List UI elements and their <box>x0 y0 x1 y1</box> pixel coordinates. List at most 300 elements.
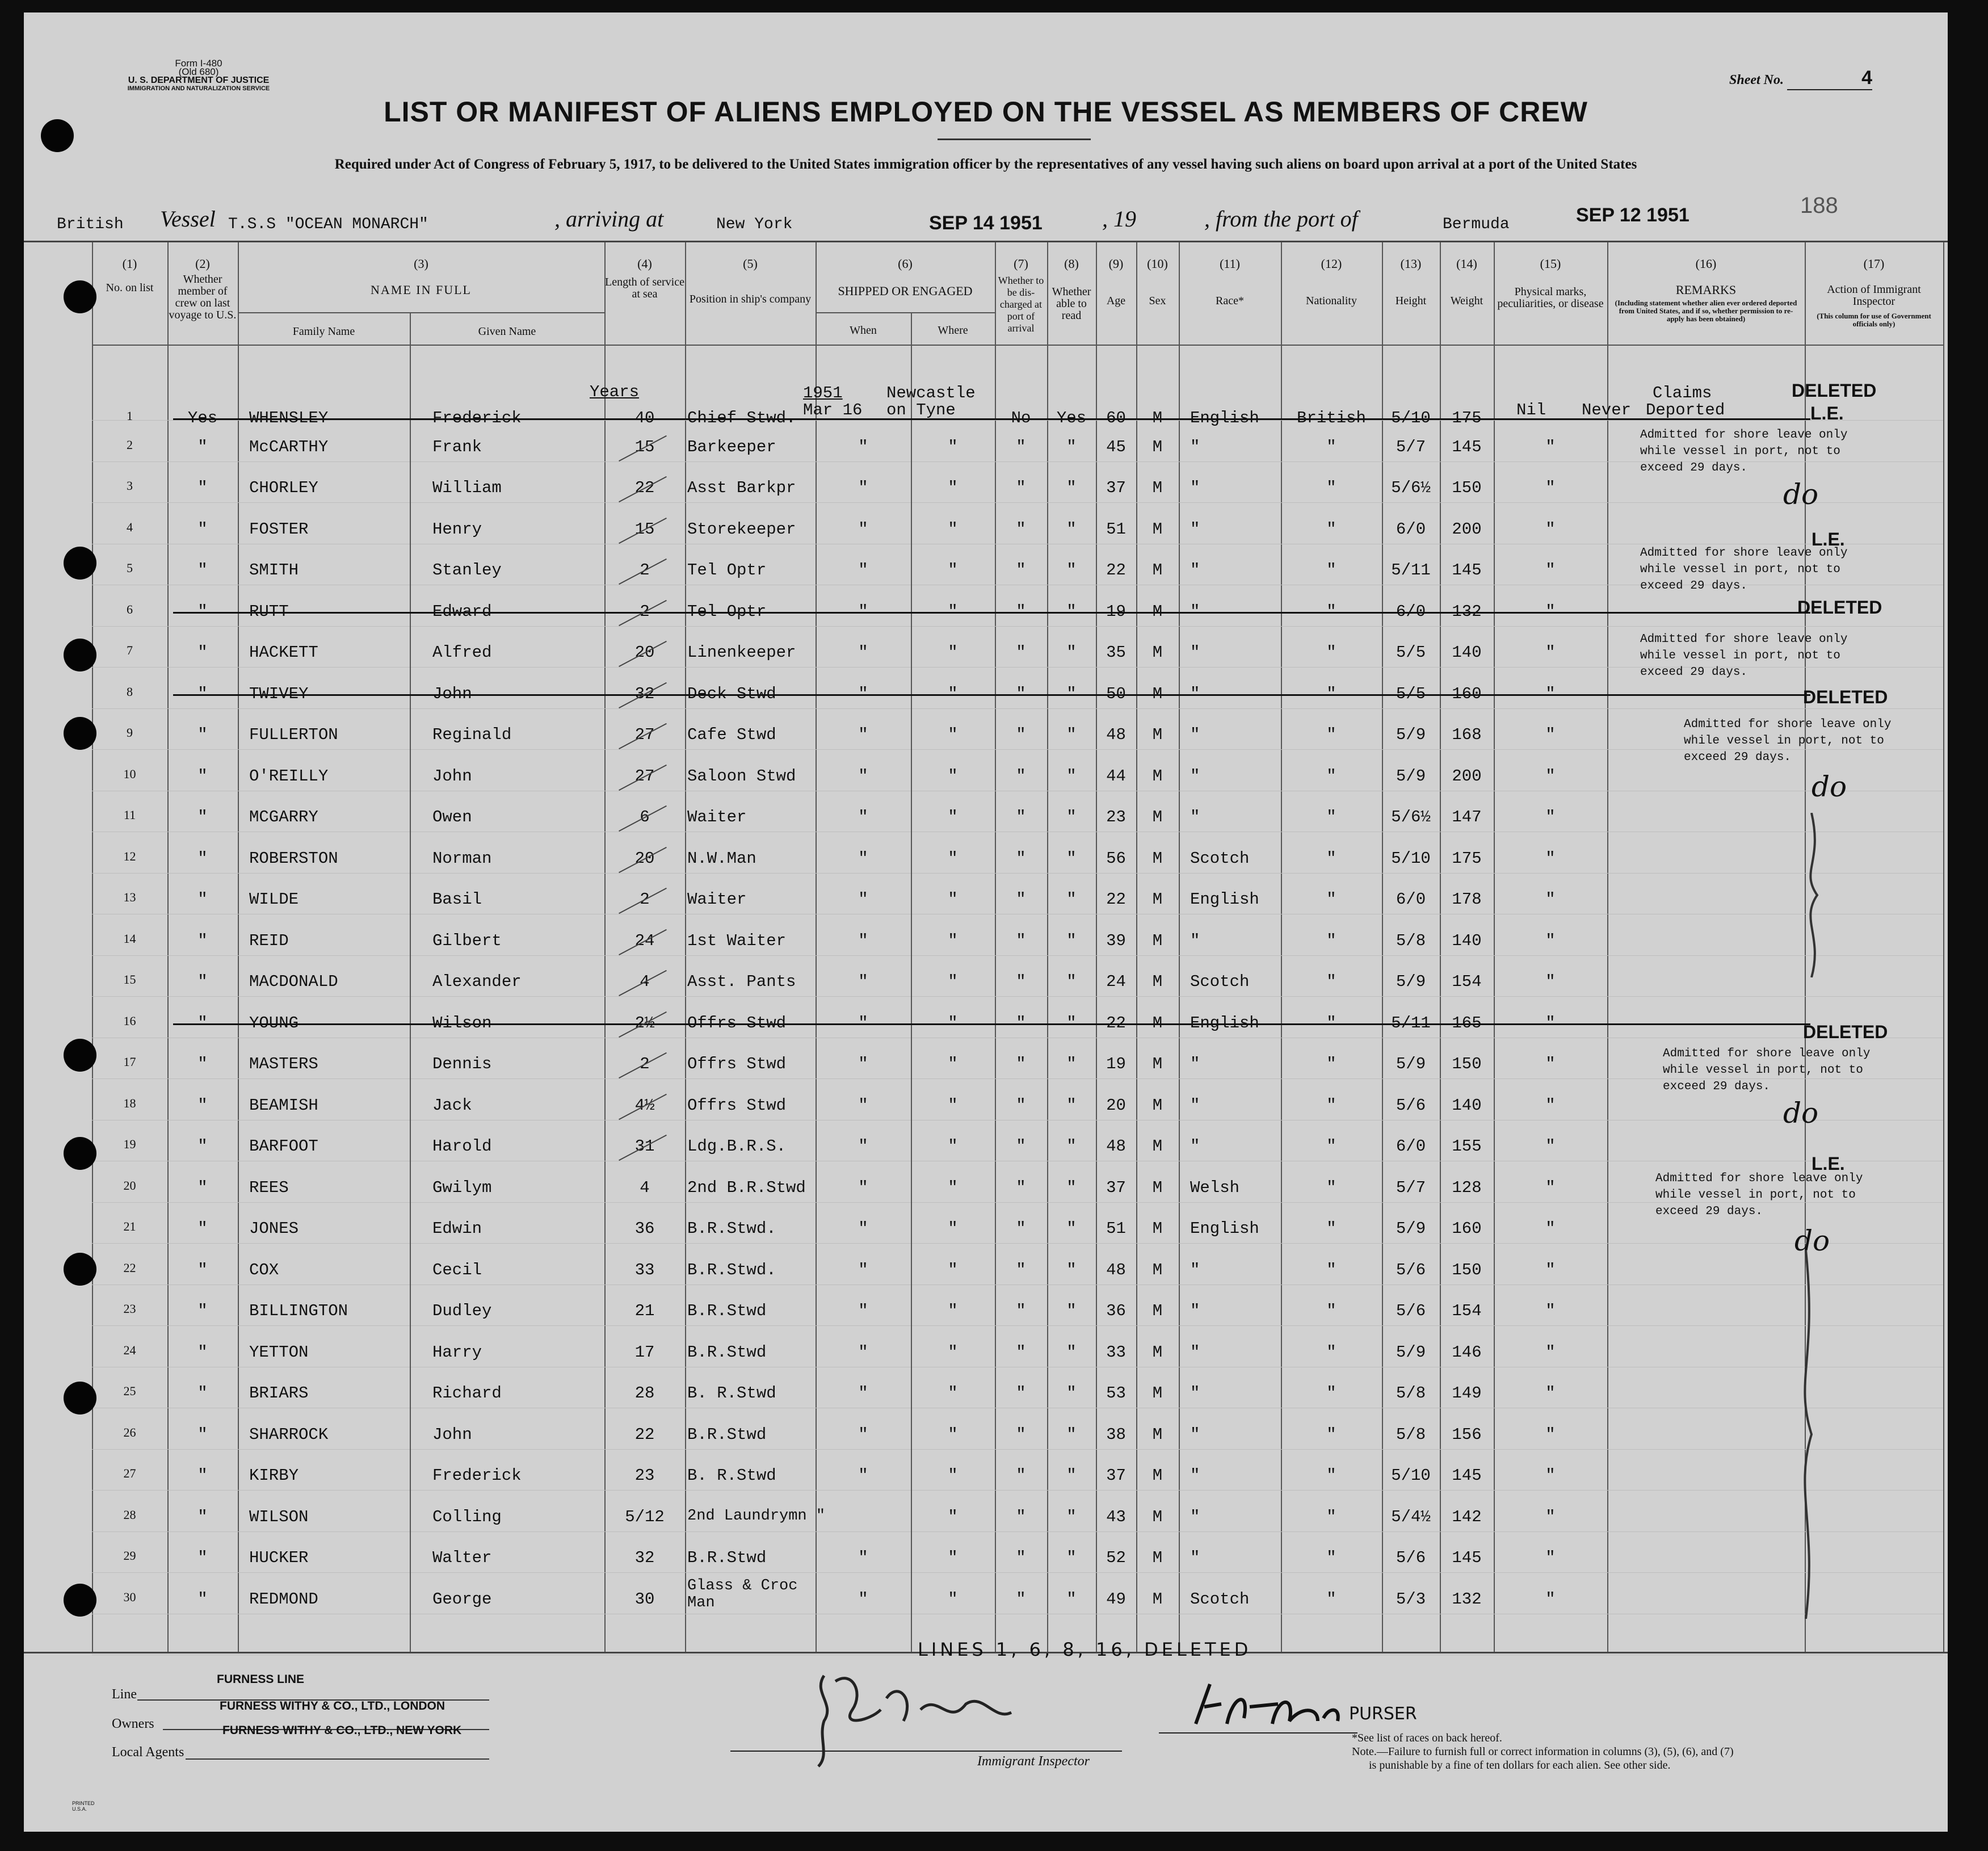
physical-marks: " <box>1545 1548 1556 1567</box>
header-sex: Sex <box>1149 295 1166 307</box>
given-name: Edwin <box>432 1219 482 1238</box>
arrival-date-stamp: SEP 14 1951 <box>929 212 1043 234</box>
engaged-year: 1951 <box>803 384 843 402</box>
weight: 147 <box>1452 808 1482 826</box>
footer-note: *See list of races on back hereof. Note.—Failure to furnish full or correct information in columns (3), (5), (6), and (7) is punishable by a fine of ten dollars for each alien. See other side. <box>1352 1732 1734 1772</box>
column-divider <box>1607 242 1608 1652</box>
able-to-read: " <box>1066 1384 1077 1403</box>
family-name: REID <box>249 931 289 950</box>
engaged-when: " <box>858 808 868 826</box>
engaged-when: " <box>858 643 868 662</box>
physical-marks: " <box>1545 931 1556 950</box>
engaged-where: " <box>948 1589 958 1609</box>
sex: M <box>1152 1342 1163 1362</box>
weight: 200 <box>1452 519 1482 539</box>
name-subheader-rule <box>238 312 604 313</box>
age: 22 <box>1106 890 1126 909</box>
nationality: " <box>1326 684 1336 703</box>
given-name: Gilbert <box>432 931 502 950</box>
nationality: " <box>1326 602 1336 621</box>
ruled-line <box>92 1325 1943 1326</box>
weight: 140 <box>1452 931 1482 950</box>
family-name: SMITH <box>249 561 299 580</box>
age: 39 <box>1106 931 1126 950</box>
engaged-when: " <box>858 1342 868 1362</box>
height: 5/6½ <box>1391 479 1431 497</box>
row-number: 16 <box>123 1013 136 1028</box>
admitted-shore-leave: Admitted for shore leave only while vessel in port, not to exceed 29 days. <box>1640 429 1848 475</box>
nationality: " <box>1326 1425 1336 1444</box>
family-name: MCGARRY <box>249 808 318 826</box>
family-name: REDMOND <box>249 1589 318 1609</box>
engaged-where: " <box>948 1507 958 1526</box>
length-of-service: 4½ <box>634 1096 655 1115</box>
header-where: Where <box>938 324 968 337</box>
purser-rule <box>1159 1732 1357 1734</box>
engaged-subheader-rule <box>816 312 995 313</box>
given-name: Dudley <box>432 1302 492 1320</box>
header-remarks: REMARKS <box>1675 283 1737 297</box>
bracket-mark <box>1789 1250 1834 1619</box>
header-given-name: Given Name <box>478 325 536 338</box>
given-name: Harry <box>432 1342 482 1362</box>
row-number: 15 <box>123 972 136 987</box>
engaged-when: " <box>858 1384 868 1403</box>
header-bottom-rule <box>92 345 1943 346</box>
position: 1st Waiter <box>687 931 787 950</box>
able-to-read: " <box>1066 1055 1077 1073</box>
discharged: " <box>1016 519 1026 539</box>
given-name: Wilson <box>432 1013 492 1032</box>
nationality: " <box>1326 849 1336 868</box>
given-name: John <box>432 1425 472 1444</box>
ruled-line <box>92 1572 1943 1573</box>
engaged-where: " <box>948 766 958 786</box>
able-to-read: " <box>1066 1260 1077 1279</box>
vessel-label: Vessel <box>160 206 216 232</box>
prev-voyage: " <box>197 519 208 539</box>
able-to-read: " <box>1066 1302 1077 1320</box>
discharged: " <box>1016 479 1026 497</box>
given-name: William <box>432 479 502 497</box>
discharged: " <box>1016 1178 1026 1197</box>
sex: M <box>1152 1137 1163 1156</box>
sex: M <box>1152 725 1163 744</box>
height: 5/7 <box>1396 437 1426 456</box>
prev-voyage: " <box>197 725 208 744</box>
position: Waiter <box>687 808 747 826</box>
admitted-shore-leave: Admitted for shore leave only while vessel in port, not to exceed 29 days. <box>1684 718 1892 764</box>
owners-label: Owners <box>112 1716 154 1731</box>
punch-hole <box>64 717 96 750</box>
engaged-place-1: Newcastle <box>886 384 976 402</box>
given-name: Edward <box>432 602 492 621</box>
given-name: Richard <box>432 1384 502 1403</box>
sex: M <box>1152 890 1163 909</box>
age: 37 <box>1106 479 1126 497</box>
nationality: " <box>1326 890 1336 909</box>
engaged-when: " <box>858 1302 868 1320</box>
column-number: (14) <box>1456 257 1477 271</box>
length-of-service: 2 <box>640 890 650 909</box>
age: 52 <box>1106 1548 1126 1567</box>
race: English <box>1190 890 1259 909</box>
column-number: (16) <box>1695 257 1717 271</box>
physical-marks: " <box>1545 1260 1556 1279</box>
height: 5/9 <box>1396 972 1426 991</box>
column-number: (5) <box>743 257 758 271</box>
length-of-service: 2½ <box>634 1013 655 1032</box>
discharged: " <box>1016 766 1026 786</box>
weight: 150 <box>1452 479 1482 497</box>
position: 2nd Laundrymn " <box>687 1507 826 1525</box>
age: 45 <box>1106 437 1126 456</box>
sex: M <box>1152 602 1163 621</box>
length-of-service: 23 <box>634 1466 655 1485</box>
discharged: " <box>1016 1589 1026 1609</box>
family-name: O'REILLY <box>249 766 329 786</box>
prev-voyage: " <box>197 1548 208 1567</box>
given-name: Harold <box>432 1137 492 1156</box>
vessel-name: T.S.S "OCEAN MONARCH" <box>228 216 428 233</box>
length-of-service: 28 <box>634 1384 655 1403</box>
prev-voyage: " <box>197 1589 208 1609</box>
age: 51 <box>1106 1219 1126 1238</box>
position: Ldg.B.R.S. <box>687 1137 787 1156</box>
discharged: " <box>1016 602 1026 621</box>
row-number: 14 <box>123 931 136 946</box>
ditto-mark: do <box>1783 478 1819 511</box>
length-of-service: 24 <box>634 931 655 950</box>
row-number: 20 <box>123 1178 136 1193</box>
name-subcolumn-divider <box>410 312 411 1652</box>
header-position: Position in ship's company <box>689 293 812 305</box>
weight: 132 <box>1452 602 1482 621</box>
engaged-when: " <box>858 1260 868 1279</box>
family-name: WILDE <box>249 890 299 909</box>
weight: 145 <box>1452 437 1482 456</box>
length-of-service: 2 <box>640 602 650 621</box>
engaged-when: " <box>858 849 868 868</box>
punch-hole <box>64 280 96 313</box>
length-of-service: 33 <box>634 1260 655 1279</box>
height: 5/8 <box>1396 1425 1426 1444</box>
age: 56 <box>1106 849 1126 868</box>
age: 38 <box>1106 1425 1126 1444</box>
row-number: 9 <box>127 725 133 740</box>
engaged-where: " <box>948 1013 958 1032</box>
header-height: Height <box>1395 295 1427 307</box>
nationality: " <box>1326 1178 1336 1197</box>
ruled-line <box>92 955 1943 956</box>
ruled-line <box>92 708 1943 709</box>
header-length-service: Length of service at sea <box>605 276 684 300</box>
discharged: " <box>1016 1425 1026 1444</box>
nationality: " <box>1326 972 1336 991</box>
race: " <box>1190 1466 1200 1485</box>
engaged-where: " <box>948 849 958 868</box>
engaged-when: " <box>858 1219 868 1238</box>
column-number: (13) <box>1400 257 1422 271</box>
prev-voyage: " <box>197 1507 208 1526</box>
position: Glass & Croc Man <box>687 1577 798 1611</box>
prev-voyage: " <box>197 1466 208 1485</box>
header-remarks-sub: (Including statement whether alien ever ordered deported from United States, and if so, whether permission to re-apply has been obtained) <box>1615 299 1797 323</box>
header-inspector-sub: (This column for use of Government officials only) <box>1817 312 1931 328</box>
height: 5/7 <box>1396 1178 1426 1197</box>
column-number: (2) <box>195 257 210 271</box>
strike-through-line <box>173 612 1810 614</box>
given-name: Alexander <box>432 972 522 991</box>
engaged-when: " <box>858 684 868 703</box>
deleted-stamp: DELETED <box>1803 1022 1888 1042</box>
given-name: Reginald <box>432 725 512 744</box>
row-number: 26 <box>123 1425 136 1439</box>
engaged-when: " <box>858 1096 868 1115</box>
family-name: MACDONALD <box>249 972 338 991</box>
height: 6/0 <box>1396 519 1426 539</box>
given-name: Jack <box>432 1096 472 1115</box>
discharged: " <box>1016 1507 1026 1526</box>
height: 6/0 <box>1396 1137 1426 1156</box>
engaged-where: " <box>948 1055 958 1073</box>
physical-marks: " <box>1545 808 1556 826</box>
engaged-where: " <box>948 1178 958 1197</box>
height: 5/11 <box>1391 1013 1431 1032</box>
length-of-service: 40 <box>634 409 655 427</box>
able-to-read: " <box>1066 808 1077 826</box>
engaged-date: Mar 16 <box>803 401 863 419</box>
discharged: " <box>1016 890 1026 909</box>
race: " <box>1190 931 1200 950</box>
sex: M <box>1152 1425 1163 1444</box>
sheet-number-label: Sheet No. <box>1729 73 1784 87</box>
engaged-when: " <box>858 1548 868 1567</box>
nationality: " <box>1326 808 1336 826</box>
sex: M <box>1152 409 1163 427</box>
height: 5/4½ <box>1391 1507 1431 1526</box>
header-inspector-action: Action of Immigrant Inspector <box>1827 283 1921 308</box>
punch-hole <box>64 1584 96 1617</box>
family-name: YETTON <box>249 1342 309 1362</box>
given-name: Stanley <box>432 561 502 580</box>
strike-through-line <box>173 694 1810 696</box>
row-number: 12 <box>123 849 136 863</box>
sex: M <box>1152 808 1163 826</box>
row-number: 10 <box>123 766 136 781</box>
inspector-caption: Immigrant Inspector <box>977 1754 1090 1769</box>
given-name: George <box>432 1589 492 1609</box>
ruled-line <box>92 873 1943 874</box>
discharged: " <box>1016 684 1026 703</box>
race: " <box>1190 1507 1200 1526</box>
weight: 128 <box>1452 1178 1482 1197</box>
family-name: JONES <box>249 1219 299 1238</box>
discharged: " <box>1016 1548 1026 1567</box>
strike-through-line <box>173 418 1810 420</box>
given-name: Frederick <box>432 1466 522 1485</box>
engaged-where: " <box>948 1548 958 1567</box>
header-no-on-list: No. on list <box>106 282 154 294</box>
prev-voyage: " <box>197 1425 208 1444</box>
row-number: 22 <box>123 1260 136 1275</box>
given-name: Henry <box>432 519 482 539</box>
weight: 150 <box>1452 1055 1482 1073</box>
position: B. R.Stwd <box>687 1384 776 1403</box>
height: 5/6 <box>1396 1260 1426 1279</box>
discharged: " <box>1016 849 1026 868</box>
column-number: (8) <box>1064 257 1079 271</box>
header-nationality: Nationality <box>1306 295 1357 307</box>
family-name: HUCKER <box>249 1548 309 1567</box>
vessel-flag: British <box>57 216 124 233</box>
engaged-when: " <box>858 972 868 991</box>
height: 5/6 <box>1396 1302 1426 1320</box>
physical-marks: " <box>1545 890 1556 909</box>
le-stamp: L.E. <box>1812 529 1845 549</box>
le-stamp: L.E. <box>1810 403 1844 423</box>
engaged-where: " <box>948 1260 958 1279</box>
race: " <box>1190 602 1200 621</box>
weight: 178 <box>1452 890 1482 909</box>
strike-through-line <box>173 1023 1810 1025</box>
column-number: (1) <box>122 257 137 271</box>
discharged: " <box>1016 1096 1026 1115</box>
deleted-stamp: DELETED <box>1797 597 1882 618</box>
weight: 140 <box>1452 643 1482 662</box>
prev-voyage: " <box>197 1178 208 1197</box>
position: Offrs Stwd <box>687 1055 787 1073</box>
from-port: Bermuda <box>1443 216 1510 233</box>
engaged-where: " <box>948 479 958 497</box>
age: 19 <box>1106 602 1126 621</box>
sex: M <box>1152 849 1163 868</box>
able-to-read: " <box>1066 643 1077 662</box>
length-of-service: 4 <box>640 972 650 991</box>
length-of-service: 22 <box>634 479 655 497</box>
position: B.R.Stwd <box>687 1342 767 1362</box>
row-number: 27 <box>123 1466 136 1480</box>
ruled-line <box>92 1490 1943 1491</box>
engaged-where: " <box>948 1384 958 1403</box>
discharged: " <box>1016 1013 1026 1032</box>
height: 6/0 <box>1396 890 1426 909</box>
able-to-read: " <box>1066 561 1077 580</box>
position: Tel Optr <box>687 602 767 621</box>
family-name: REES <box>249 1178 289 1197</box>
able-to-read: " <box>1066 766 1077 786</box>
prev-voyage: " <box>197 890 208 909</box>
prev-voyage: " <box>197 1055 208 1073</box>
race: " <box>1190 1425 1200 1444</box>
punch-hole <box>41 119 74 152</box>
column-number: (12) <box>1321 257 1342 271</box>
row-number: 6 <box>127 602 133 616</box>
prev-voyage: " <box>197 931 208 950</box>
age: 48 <box>1106 725 1126 744</box>
engaged-when: " <box>858 602 868 621</box>
engaged-where: " <box>948 1096 958 1115</box>
local-agents-label: Local Agents <box>112 1745 184 1760</box>
height: 5/10 <box>1391 1466 1431 1485</box>
physical-marks: " <box>1545 972 1556 991</box>
race: " <box>1190 1260 1200 1279</box>
given-name: Alfred <box>432 643 492 662</box>
weight: 145 <box>1452 1548 1482 1567</box>
row-number: 5 <box>127 561 133 575</box>
nationality: " <box>1326 1589 1336 1609</box>
nationality: " <box>1326 479 1336 497</box>
column-divider <box>1179 242 1180 1652</box>
printer-mark: PRINTED U.S.A. <box>72 1800 95 1812</box>
weight: 154 <box>1452 972 1482 991</box>
sex: M <box>1152 1055 1163 1073</box>
nationality: " <box>1326 766 1336 786</box>
physical-marks: " <box>1545 437 1556 456</box>
discharged: " <box>1016 1137 1026 1156</box>
prev-voyage: " <box>197 1219 208 1238</box>
purser-title: PURSER <box>1349 1704 1417 1724</box>
engaged-when: " <box>858 1466 868 1485</box>
age: 49 <box>1106 1589 1126 1609</box>
prev-voyage: Yes <box>187 409 218 427</box>
weight: 132 <box>1452 1589 1482 1609</box>
column-number: (10) <box>1147 257 1168 271</box>
race: " <box>1190 561 1200 580</box>
height: 5/8 <box>1396 931 1426 950</box>
physical-marks-nil: Nil <box>1516 401 1546 419</box>
title-rule <box>938 138 1091 140</box>
sex: M <box>1152 931 1163 950</box>
engaged-where: " <box>948 519 958 539</box>
race: Welsh <box>1190 1178 1240 1197</box>
nationality: British <box>1297 409 1366 427</box>
engaged-when: " <box>858 1178 868 1197</box>
race: " <box>1190 437 1200 456</box>
age: 19 <box>1106 1055 1126 1073</box>
column-divider <box>685 242 686 1652</box>
ruled-line <box>92 1531 1943 1532</box>
age: 22 <box>1106 1013 1126 1032</box>
engaged-where: " <box>948 437 958 456</box>
sex: M <box>1152 1589 1163 1609</box>
able-to-read: " <box>1066 1096 1077 1115</box>
family-name: BEAMISH <box>249 1096 318 1115</box>
length-of-service: 15 <box>634 437 655 456</box>
prev-voyage: " <box>197 561 208 580</box>
discharged: " <box>1016 561 1026 580</box>
given-name: Owen <box>432 808 472 826</box>
able-to-read: " <box>1066 1342 1077 1362</box>
position: Barkeeper <box>687 437 776 456</box>
race: " <box>1190 1384 1200 1403</box>
prev-voyage: " <box>197 1260 208 1279</box>
column-number: (3) <box>414 257 428 271</box>
discharged: " <box>1016 643 1026 662</box>
length-of-service: 4 <box>640 1178 650 1197</box>
able-to-read: " <box>1066 931 1077 950</box>
discharged: " <box>1016 1260 1026 1279</box>
physical-marks: " <box>1545 1137 1556 1156</box>
admitted-shore-leave: Admitted for shore leave only while vessel in port, not to exceed 29 days. <box>1640 547 1848 593</box>
race: " <box>1190 1302 1200 1320</box>
height: 5/9 <box>1396 1342 1426 1362</box>
form-old-number: (Old 680) <box>178 66 219 77</box>
prev-voyage: " <box>197 766 208 786</box>
family-name: SHARROCK <box>249 1425 329 1444</box>
race: " <box>1190 1548 1200 1567</box>
race: English <box>1190 409 1259 427</box>
